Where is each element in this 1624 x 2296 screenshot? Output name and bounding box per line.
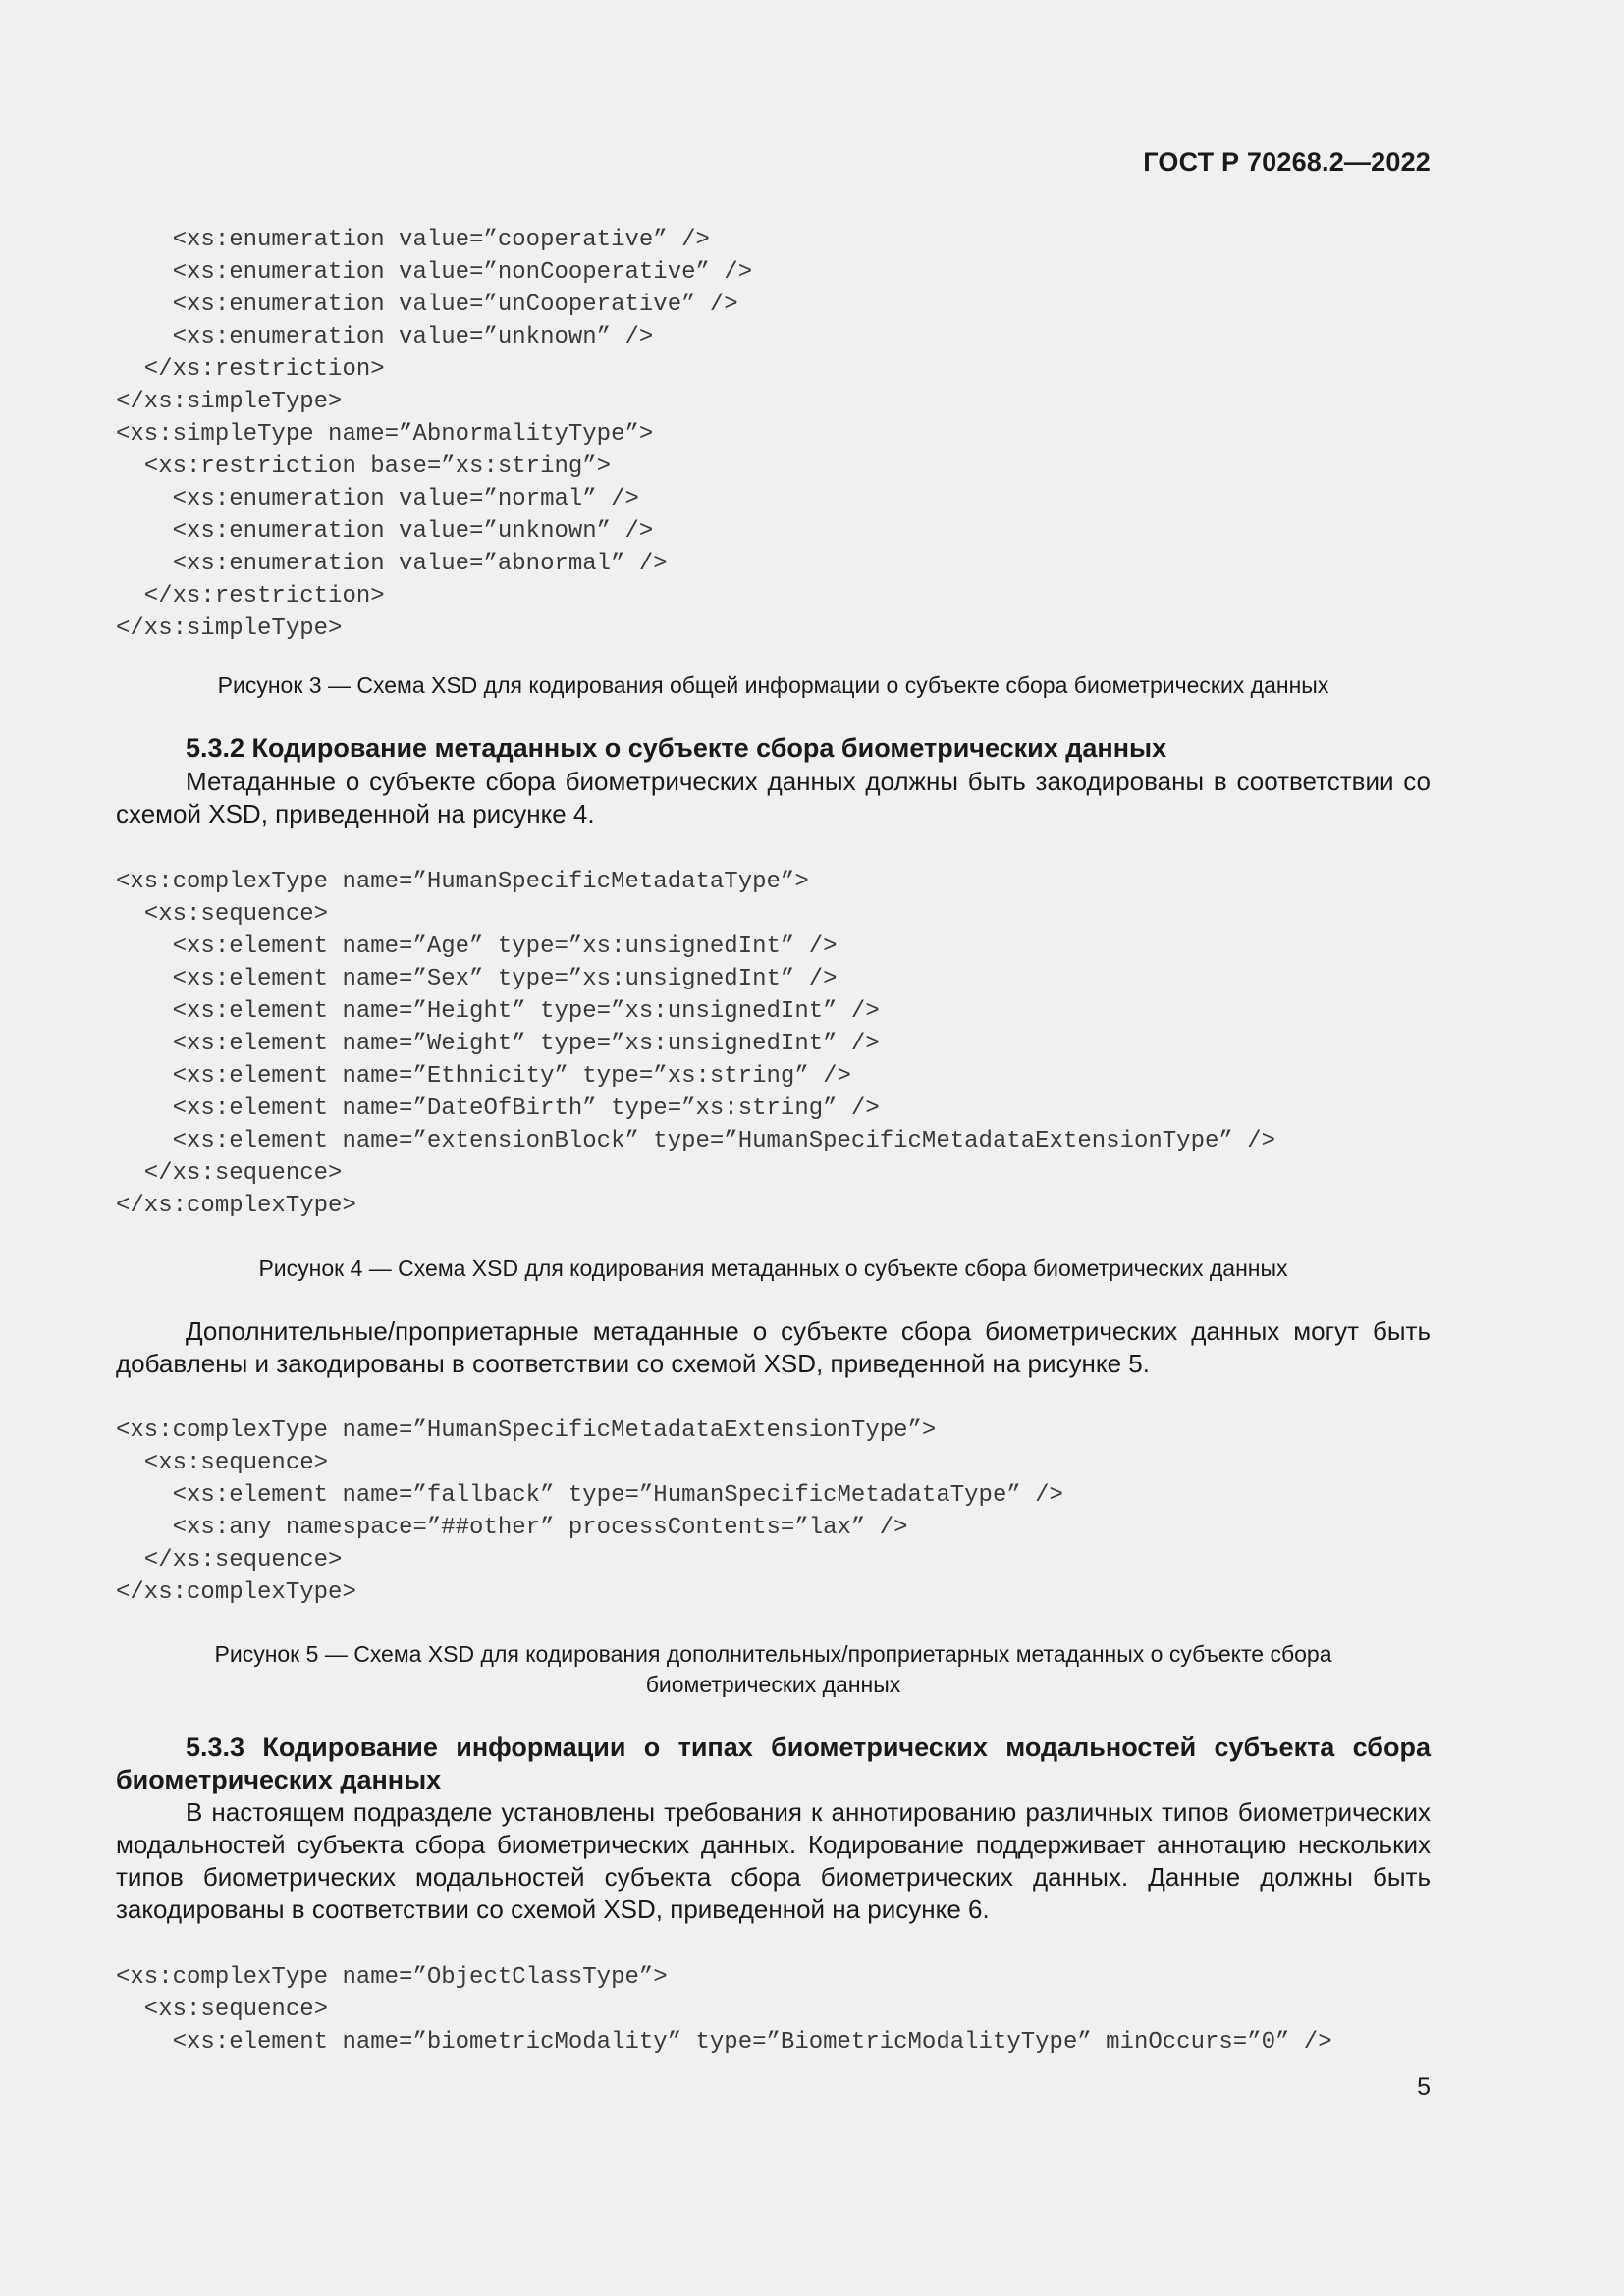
code-line: <xs:element name=”biometricModality” type=”BiometricModalityType” minOccurs=”0” /> [116,2029,1332,2056]
figure-5-caption-line-1: Рисунок 5 — Схема XSD для кодирования дополнительных/проприетарных метаданных о субъекте сбора [214,1641,1332,1667]
code-line: <xs:enumeration value=”normal” /> [116,486,639,512]
section-5-3-2-paragraph: Метаданные о субъекте сбора биометрических данных должны быть закодированы в соответствии со схемой XSD, приведенной на рисунке 4. [116,767,1431,828]
code-line: </xs:complexType> [116,1193,356,1219]
figure-3-caption: Рисунок 3 — Схема XSD для кодирования общей информации о субъекте сбора биометрических данных [217,672,1329,698]
extension-metadata-paragraph: Дополнительные/проприетарные метаданные о субъекте сбора биометрических данных могут быть добавлены и закодированы в соответствии со схемой XSD, приведенной на рисунке 5. [116,1316,1431,1378]
code-line: <xs:element name=”Weight” type=”xs:unsignedInt” /> [116,1031,880,1057]
code-line: <xs:enumeration value=”unknown” /> [116,324,654,350]
code-line: <xs:enumeration value=”nonCooperative” /> [116,259,753,286]
code-line: </xs:restriction> [116,356,385,383]
figure-4-caption: Рисунок 4 — Схема XSD для кодирования метаданных о субъекте сбора биометрических данных [258,1255,1288,1281]
code-line: <xs:element name=”extensionBlock” type=”HumanSpecificMetadataExtensionType” /> [116,1128,1275,1154]
code-line: <xs:element name=”Sex” type=”xs:unsignedInt” /> [116,966,838,992]
code-line: <xs:element name=”DateOfBirth” type=”xs:string” /> [116,1095,880,1122]
code-listing-figure-3 [116,224,752,645]
code-line: <xs:restriction base=”xs:string”> [116,454,612,480]
code-line: <xs:complexType name=”ObjectClassType”> [116,1964,668,1991]
code-line: </xs:simpleType> [116,389,343,415]
code-line: <xs:sequence> [116,1450,329,1476]
section-5-3-3-paragraph: В настоящем подразделе установлены требования к аннотированию различных типов биометрических модальностей субъекта сбора биометрических данных. Кодирование поддерживает аннотацию нескольких типов биометрических модальностей субъекта сбора биометрических данных. Данные должны быть закодированы в соответствии со схемой XSD, приведенной на рисунке 6. [116,1797,1431,1924]
code-line: <xs:complexType name=”HumanSpecificMetadataExtensionType”> [116,1417,937,1444]
code-line: <xs:enumeration value=”unCooperative” /> [116,292,738,318]
code-line: <xs:element name=”Ethnicity” type=”xs:string” /> [116,1063,851,1090]
code-line: </xs:simpleType> [116,615,343,642]
code-line: <xs:simpleType name=”AbnormalityType”> [116,421,654,448]
section-5-3-2-heading: 5.3.2 Кодирование метаданных о субъекте сбора биометрических данных [186,733,1167,763]
page-number: 5 [1417,2073,1431,2101]
code-line: <xs:sequence> [116,1997,329,2023]
code-line: </xs:sequence> [116,1547,343,1574]
code-line: <xs:complexType name=”HumanSpecificMetadataType”> [116,869,809,895]
code-line: </xs:complexType> [116,1579,356,1606]
code-line: </xs:sequence> [116,1160,343,1187]
code-line: <xs:any namespace=”##other” processContents=”lax” /> [116,1515,908,1541]
code-listing-figure-6 [116,1961,1332,2058]
code-line: <xs:enumeration value=”abnormal” /> [116,551,668,577]
code-line: <xs:enumeration value=”unknown” /> [116,518,654,545]
code-listing-figure-4 [116,866,1275,1222]
document-header: ГОСТ Р 70268.2—2022 [1143,147,1431,177]
figure-5-caption [116,1639,1431,1700]
code-line: <xs:element name=”Age” type=”xs:unsignedInt” /> [116,934,838,960]
code-line: <xs:element name=”Height” type=”xs:unsignedInt” /> [116,998,880,1025]
code-line: <xs:enumeration value=”cooperative” /> [116,227,710,253]
code-line: <xs:element name=”fallback” type=”HumanSpecificMetadataType” /> [116,1482,1063,1509]
section-5-3-3-heading: 5.3.3 Кодирование информации о типах биометрических модальностей субъекта сбора биометрических данных [116,1733,1431,1794]
code-line: </xs:restriction> [116,583,385,610]
code-line: <xs:sequence> [116,901,329,928]
figure-5-caption-line-2: биометрических данных [645,1672,901,1697]
code-listing-figure-5 [116,1415,1063,1609]
